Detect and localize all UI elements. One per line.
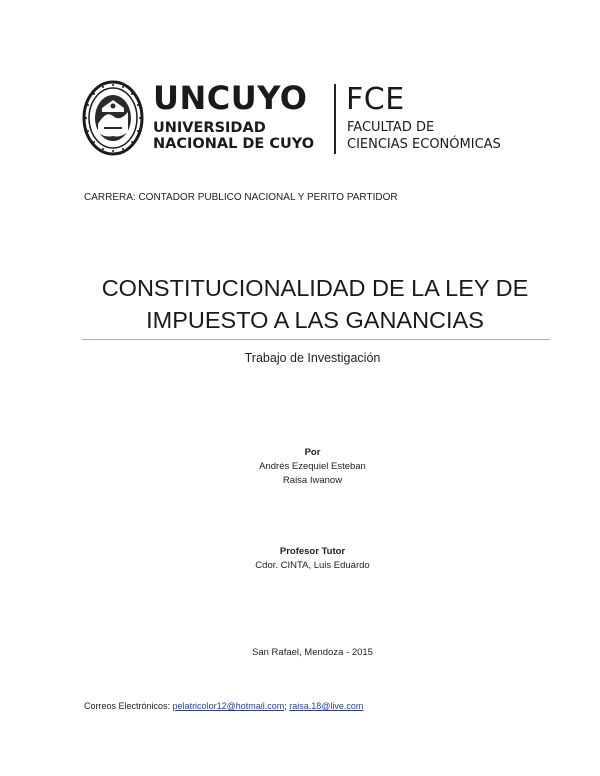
emails-separator: ; <box>284 701 290 711</box>
tutor-heading: Profesor Tutor <box>279 546 346 557</box>
university-subtitle-1: UNIVERSIDAD <box>153 120 266 136</box>
logo-divider <box>334 84 336 154</box>
career-line: CARRERA: CONTADOR PUBLICO NACIONAL Y PERITO PARTIDOR <box>84 192 398 203</box>
place-and-date: San Rafael, Mendoza - 2015 <box>252 647 373 658</box>
faculty-subtitle-2: CIENCIAS ECONÓMICAS <box>347 137 501 152</box>
author-name: Raisa Iwanow <box>282 475 343 486</box>
email-link-2[interactable]: raisa.18@live.com <box>289 701 364 711</box>
university-name: UNCUYO <box>153 79 308 117</box>
email-link-1[interactable]: pelatricolor12@hotmail.com <box>172 701 285 711</box>
faculty-name: FCE <box>346 82 405 117</box>
tutor-name: Cdor. CINTA, Luis Eduardo <box>255 560 370 571</box>
contact-emails <box>84 700 363 712</box>
document-title-line-2: IMPUESTO A LAS GANANCIAS <box>146 307 484 333</box>
author-name: Andrés Ezequiel Esteban <box>259 461 366 472</box>
title-divider <box>82 339 550 340</box>
header-logo <box>82 80 547 160</box>
university-seal-icon <box>82 80 144 156</box>
emails-label: Correos Electrónicos: <box>84 701 173 711</box>
university-subtitle-2: NACIONAL DE CUYO <box>153 136 315 152</box>
document-title-line-1: CONSTITUCIONALIDAD DE LA LEY DE <box>101 275 529 301</box>
authors-heading: Por <box>304 447 321 458</box>
document-subtitle: Trabajo de Investigación <box>244 351 381 365</box>
faculty-subtitle-1: FACULTAD DE <box>347 120 435 135</box>
